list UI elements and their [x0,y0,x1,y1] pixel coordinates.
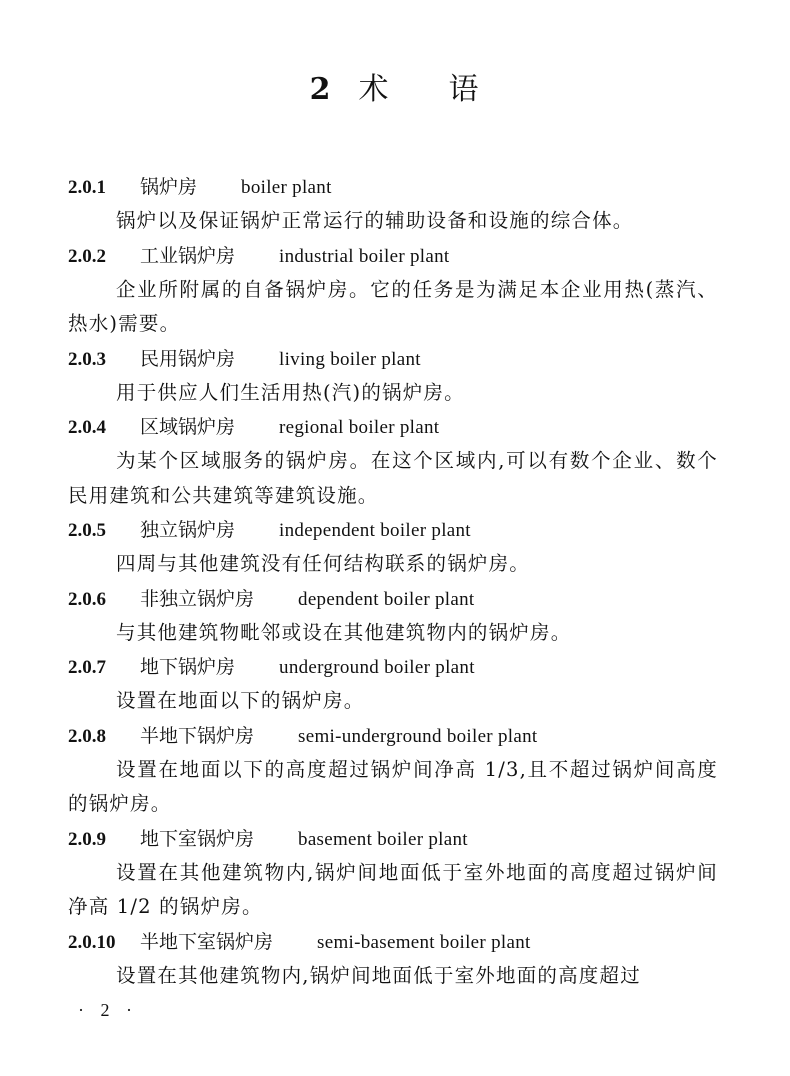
term-definition: 设置在地面以下的高度超过锅炉间净高 1/3,且不超过锅炉间高度的锅炉房。 [68,757,718,815]
chapter-number: 2 [309,72,333,107]
term-chinese-name: 锅炉房 [140,176,198,198]
term-number: 2.0.10 [68,931,116,953]
term-definition: 锅炉以及保证锅炉正常运行的辅助设备和设施的综合体。 [116,209,634,232]
term-entry [68,822,718,925]
term-definition: 设置在其他建筑物内,锅炉间地面低于室外地面的高度超过锅炉间净高 1/2 的锅炉房。 [68,860,718,918]
term-heading [68,582,718,616]
term-chinese-name: 半地下室锅炉房 [140,930,274,953]
term-heading [68,822,718,856]
term-entry [68,513,718,582]
chapter-title-word-2: 语 [448,72,481,107]
term-entry [68,342,718,411]
term-entry [68,239,718,342]
term-number: 2.0.6 [68,588,106,610]
term-heading [68,650,718,684]
term-entry [68,170,718,239]
term-heading [68,239,718,273]
term-list [68,170,718,993]
term-heading [68,342,718,376]
term-definition: 设置在地面以下的锅炉房。 [116,689,365,712]
term-chinese-name: 地下室锅炉房 [140,827,255,850]
term-entry [68,719,718,822]
term-entry [68,650,718,719]
term-definition: 用于供应人们生活用热(汽)的锅炉房。 [116,380,465,404]
term-definition: 为某个区域服务的锅炉房。在这个区域内,可以有数个企业、数个民用建筑和公共建筑等建筑设施。 [68,449,718,507]
term-number: 2.0.4 [68,417,106,438]
term-heading [68,513,718,547]
term-number: 2.0.8 [68,725,106,747]
page-number: · 2 · [78,1000,138,1020]
term-chinese-name: 非独立锅炉房 [140,587,255,610]
term-definition: 四周与其他建筑没有任何结构联系的锅炉房。 [116,552,531,575]
term-chinese-name: 半地下锅炉房 [140,724,255,747]
term-number: 2.0.5 [68,520,106,541]
term-definition: 企业所附属的自备锅炉房。它的任务是为满足本企业用热(蒸汽、热水)需要。 [68,277,718,335]
term-english-name: industrial boiler plant [279,245,450,267]
chapter-title [0,64,790,108]
term-number: 2.0.7 [68,657,106,678]
term-chinese-name: 独立锅炉房 [140,519,236,541]
term-number: 2.0.1 [68,177,106,198]
term-english-name: independent boiler plant [279,520,471,541]
chapter-title-word-1: 术 [358,72,391,107]
term-number: 2.0.2 [68,245,106,267]
term-entry [68,925,718,994]
term-english-name: boiler plant [241,177,332,198]
term-number: 2.0.3 [68,348,106,370]
term-chinese-name: 工业锅炉房 [140,244,236,267]
term-heading [68,925,718,959]
term-entry [68,582,718,651]
term-number: 2.0.9 [68,828,106,850]
term-heading [68,719,718,753]
term-definition: 设置在其他建筑物内,锅炉间地面低于室外地面的高度超过 [116,963,641,987]
term-english-name: underground boiler plant [279,657,475,678]
term-english-name: living boiler plant [279,348,421,370]
term-english-name: dependent boiler plant [298,588,475,610]
term-chinese-name: 区域锅炉房 [140,416,236,438]
term-english-name: semi-underground boiler plant [298,725,538,747]
term-entry [68,410,718,513]
term-chinese-name: 民用锅炉房 [140,347,236,370]
term-chinese-name: 地下锅炉房 [140,656,236,678]
term-english-name: basement boiler plant [298,828,468,850]
term-english-name: regional boiler plant [279,417,440,438]
term-heading [68,170,718,204]
term-heading [68,410,718,444]
term-definition: 与其他建筑物毗邻或设在其他建筑物内的锅炉房。 [116,620,572,644]
term-english-name: semi-basement boiler plant [317,931,531,953]
